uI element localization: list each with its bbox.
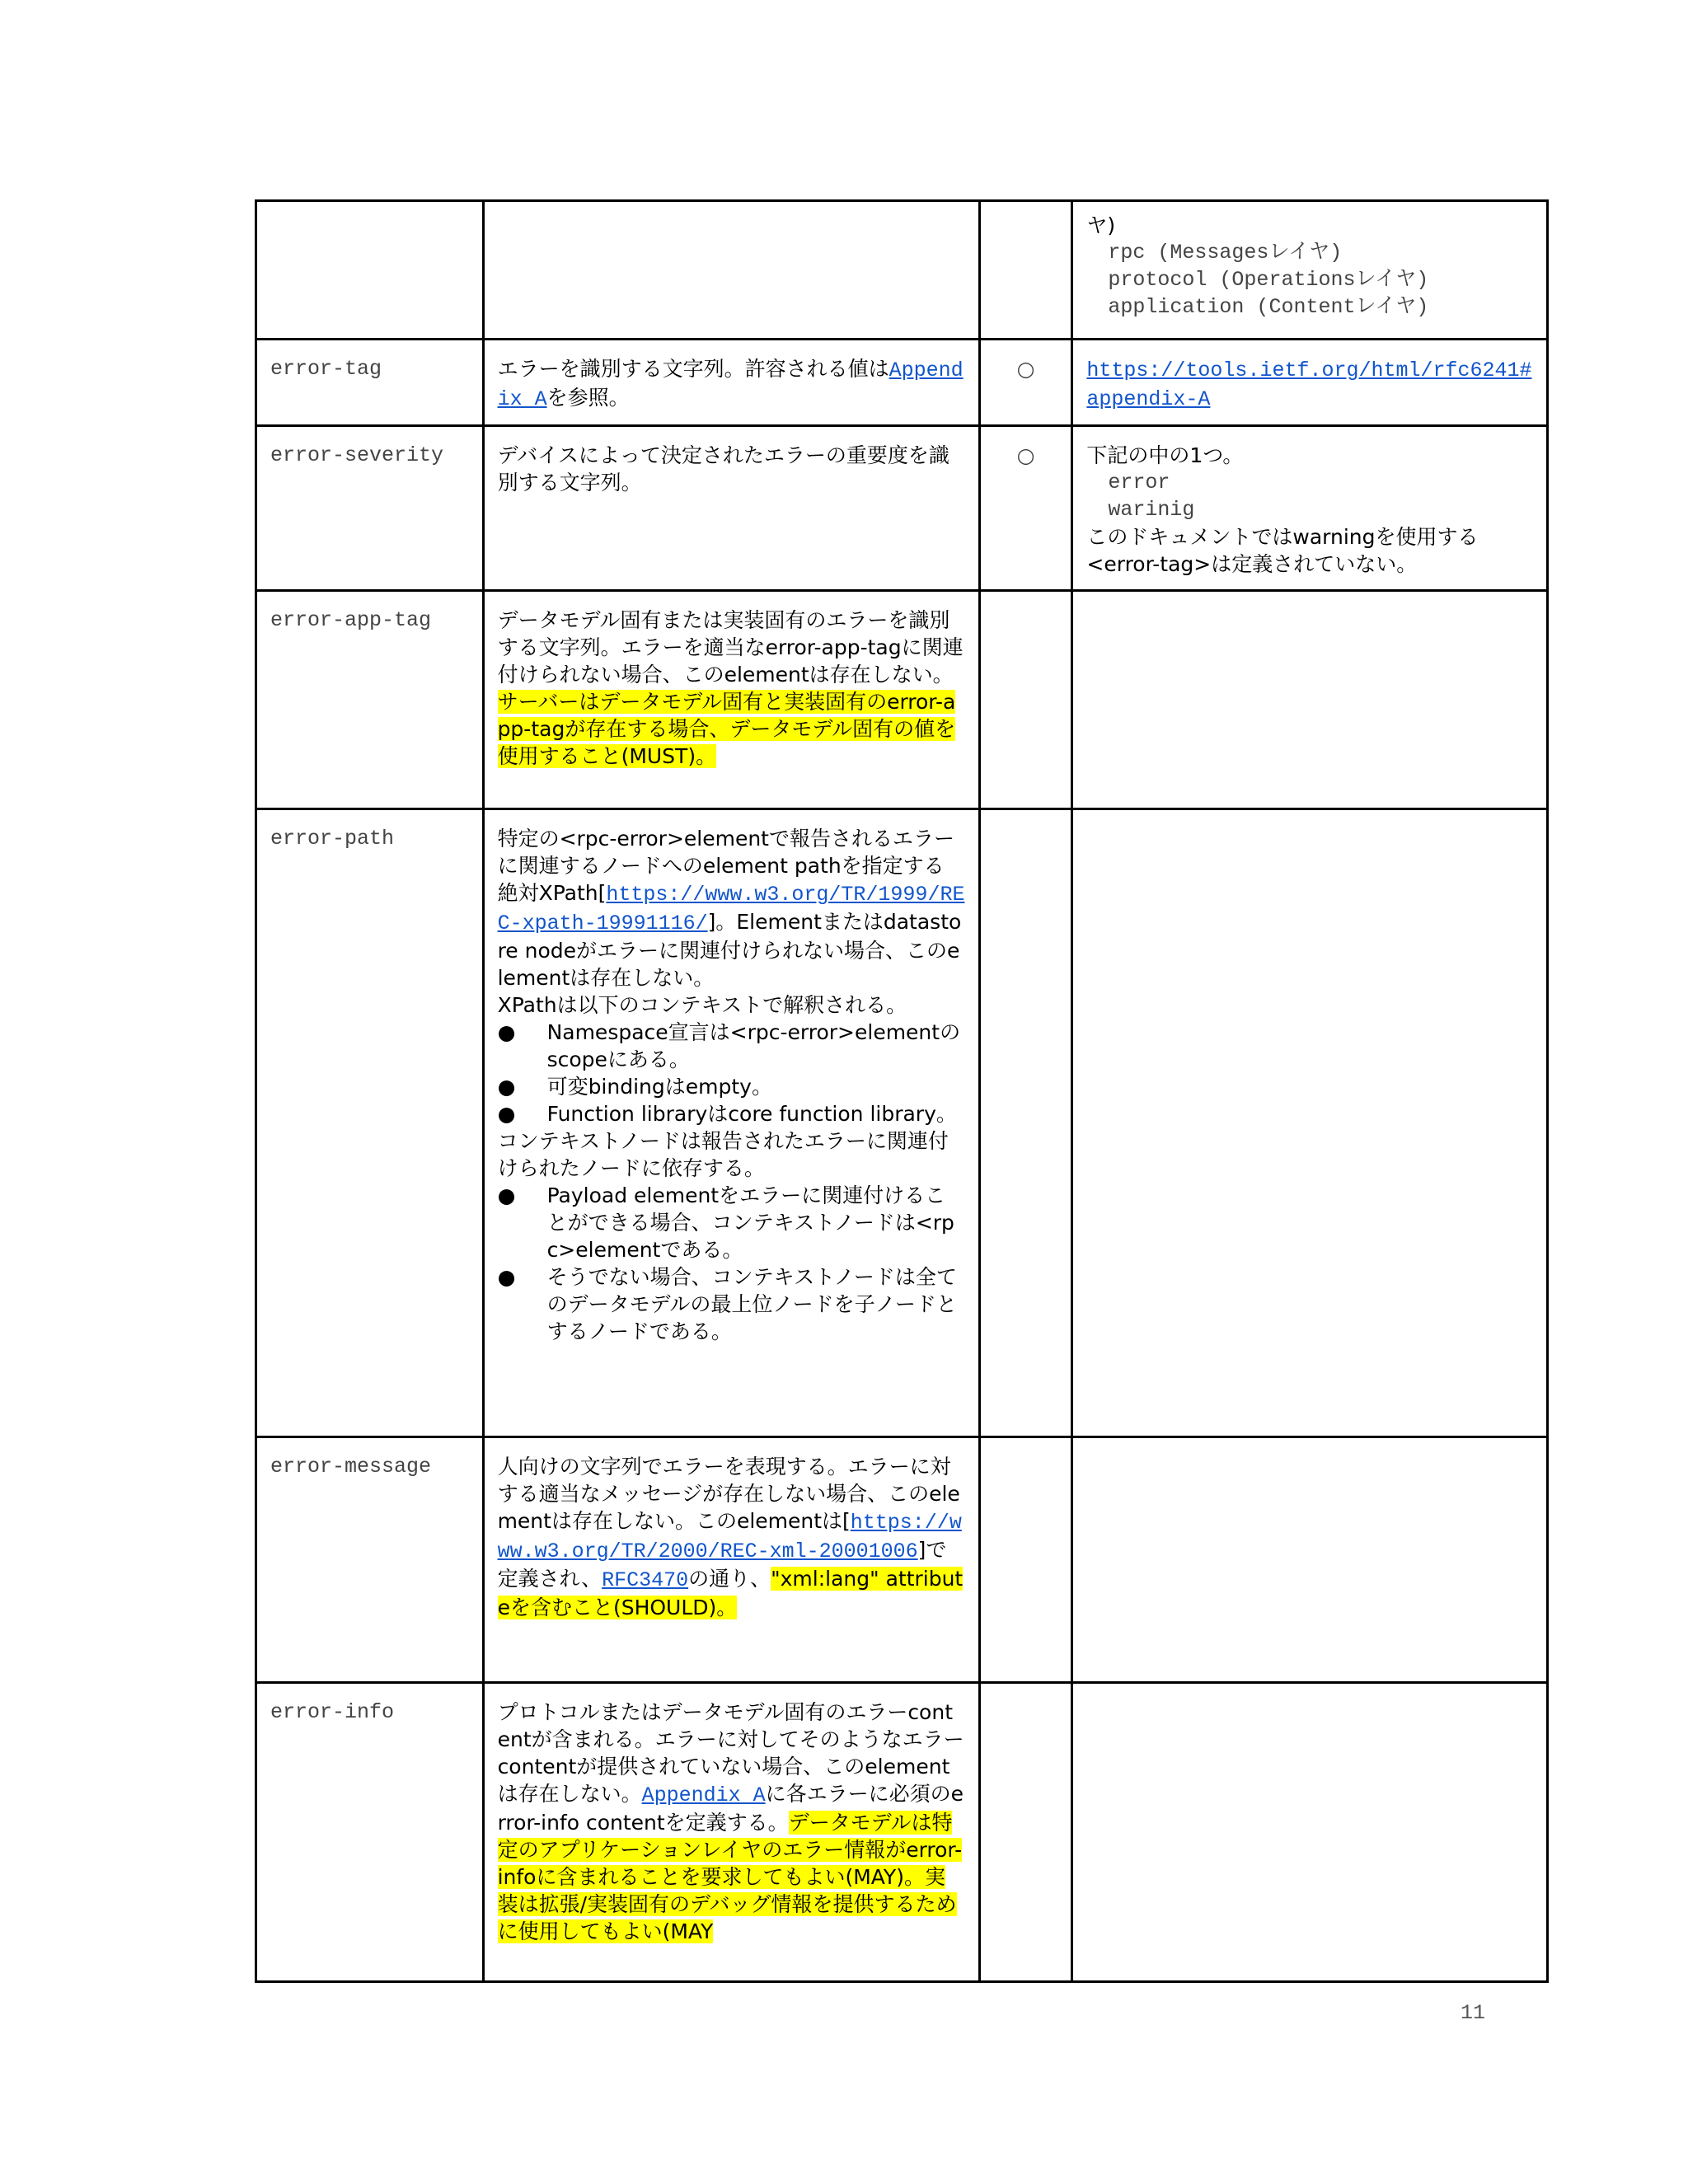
xml-spec-link[interactable]: https://www.w3.org/TR/2000/REC-xml-20001006 [497, 1511, 962, 1563]
note-cell [1072, 1437, 1548, 1683]
description-cell: プロトコルまたはデータモデル固有のエラーcontentが含まれる。エラーに対してそのようなエラーcontentが提供されていない場合、このelementは存在しない。Appendix Aに各エラーに必須のerror-info contentを定義する。データモデルは特定のアプリケーションレイヤのエラー情報がerror-infoに含まれることを要求してもよい(MAY)。実装は拡張/実装固有のデバッグ情報を提供するために使用してもよい(MAY [483, 1683, 979, 1982]
highlighted-text: "xml:lang" attributeを含むこと(SHOULD)。 [497, 1567, 964, 1619]
list-item: ● そうでない場合、コンテキストノードは全てのデータモデルの最上位ノードを子ノードとするノードである。 [497, 1265, 957, 1343]
element-name-cell: error-info [256, 1683, 484, 1982]
table-row [256, 426, 1548, 591]
note-cell [1072, 591, 1548, 809]
appendix-a-link[interactable]: Appendix A [497, 359, 964, 411]
table-row [256, 809, 1548, 1437]
list-item: ● Function libraryはcore function library。 [497, 1102, 957, 1126]
required-cell [979, 591, 1072, 809]
element-name-cell: error-tag [256, 340, 484, 426]
error-element-table [255, 199, 1549, 1983]
note-line: error [1108, 471, 1170, 494]
note-line: ヤ) [1086, 213, 1116, 237]
xpath-spec-link[interactable]: https://www.w3.org/TR/1999/REC-xpath-19991116/ [497, 883, 965, 935]
bullet-list [498, 1182, 965, 1345]
element-name-cell [256, 201, 484, 340]
note-cell [1072, 1683, 1548, 1982]
note-cell [1072, 809, 1548, 1437]
table-row [256, 201, 1548, 340]
bullet-icon: ● [497, 1102, 516, 1126]
note-line: application (Contentレイヤ) [1108, 295, 1429, 319]
note-line: warinig [1108, 498, 1195, 522]
required-cell [979, 1437, 1072, 1683]
description-cell: データモデル固有または実装固有のエラーを識別する文字列。エラーを適当なerror-app-tagに関連付けられない場合、このelementは存在しない。サーバーはデータモデル固有と実装固有のerror-app-tagが存在する場合、データモデル固有の値を使用すること(MUST)。 [483, 591, 979, 809]
list-item: ● Namespace宣言は<rpc-error>elementのscopeにある。 [497, 1020, 961, 1071]
rfc3470-link[interactable]: RFC3470 [602, 1568, 689, 1592]
note-cell [1072, 201, 1548, 340]
element-name-cell: error-app-tag [256, 591, 484, 809]
required-cell [979, 1683, 1072, 1982]
bullet-icon: ● [497, 1265, 516, 1289]
list-item: ● 可変bindingはempty。 [497, 1075, 772, 1099]
element-name-cell: error-path [256, 809, 484, 1437]
list-item: ● Payload elementをエラーに関連付けることができる場合、コンテキストノードは<rpc>elementである。 [497, 1183, 954, 1262]
page-number: 11 [1461, 2001, 1486, 2025]
note-line: <error-tag>は定義されていない。 [1086, 552, 1418, 576]
bullet-list [498, 1019, 965, 1127]
table-row [256, 340, 1548, 426]
required-mark: ○ [979, 426, 1072, 591]
table-row [256, 591, 1548, 809]
rfc6241-appendix-link[interactable]: https://tools.ietf.org/html/rfc6241#appendix-A [1086, 359, 1532, 411]
description-cell [483, 201, 979, 340]
appendix-a-link[interactable]: Appendix A [641, 1783, 766, 1807]
note-cell [1072, 340, 1548, 426]
required-cell [979, 201, 1072, 340]
note-line: protocol (Operationsレイヤ) [1108, 268, 1429, 292]
element-name-cell: error-message [256, 1437, 484, 1683]
description-cell: 特定の<rpc-error>elementで報告されるエラーに関連するノードへのelement pathを指定する絶対XPath[https://www.w3.org/TR/1999/REC-xpath-19991116/]。Elementまたはdatastore nodeがエラーに関連付けられない場合、このelementは存在しない。 XPathは以下のコンテキストで解釈される。 ● Namespace宣言は<rpc-error>elementのscopeにある。 ● 可変bindingはempty。 ● Function libraryはcore function library。 コンテキストノードは報告されたエラーに関連付けられたノードに依存する。 ● Payload elementをエラーに関連付けることができる場合、コンテキストノードは<rpc>elementである。 ● そうでない場合、コンテキストノードは全てのデータモデルの最上位ノードを子ノードとするノードである。 [483, 809, 979, 1437]
description-cell: エラーを識別する文字列。許容される値はAppendix Aを参照。 [483, 340, 979, 426]
required-cell [979, 809, 1072, 1437]
note-cell [1072, 426, 1548, 591]
note-line: このドキュメントではwarningを使用する [1086, 525, 1479, 549]
table-row [256, 1437, 1548, 1683]
description-cell: デバイスによって決定されたエラーの重要度を識別する文字列。 [483, 426, 979, 591]
bullet-icon: ● [497, 1020, 516, 1044]
bullet-icon: ● [497, 1183, 516, 1207]
element-name-cell: error-severity [256, 426, 484, 591]
table-row [256, 1683, 1548, 1982]
note-line: rpc (Messagesレイヤ) [1108, 241, 1343, 265]
highlighted-text: データモデルは特定のアプリケーションレイヤのエラー情報がerror-infoに含まれることを要求してもよい(MAY)。実装は拡張/実装固有のデバッグ情報を提供するために使用してもよい(MAY [497, 1811, 963, 1943]
description-cell: 人向けの文字列でエラーを表現する。エラーに対する適当なメッセージが存在しない場合、このelementは存在しない。このelementは[https://www.w3.org/TR/2000/REC-xml-20001006]で定義され、RFC3470の通り、"xml:lang" attributeを含むこと(SHOULD)。 [483, 1437, 979, 1683]
highlighted-text: サーバーはデータモデル固有と実装固有のerror-app-tagが存在する場合、データモデル固有の値を使用すること(MUST)。 [497, 690, 956, 768]
note-line: 下記の中の1つ。 [1086, 443, 1244, 467]
bullet-icon: ● [497, 1075, 516, 1099]
required-mark: ○ [979, 340, 1072, 426]
